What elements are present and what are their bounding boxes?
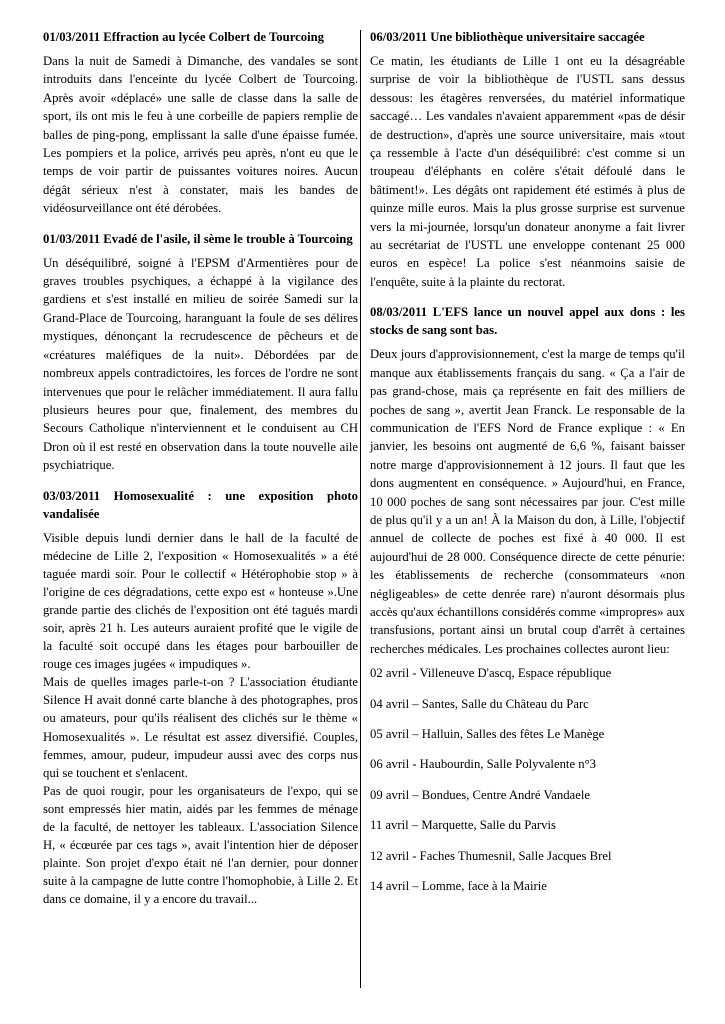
collectes-list bbox=[370, 664, 685, 895]
right-column bbox=[370, 28, 685, 907]
article-body: Un déséquilibré, soigné à l'EPSM d'Armentières pour de graves troubles psychiques, a échappé à la vigilance des gardiens et s'est installé en milieu de soirée Samedi sur la Grand-Place de Tourcoing, haranguant la foule de ses délires mystiques, dénonçant la recrudescence de pêcheurs et de «créatures maléfiques de la nuit». Débordées par de nombreux appels contradictoires, les forces de l'ordre ne sont intervenues que pour le relâcher immédiatement. Il aura fallu plusieurs heures pour que, finalement, des membres du Secours Catholique n'interviennent et le conduisent au CH Dron où il est resté en observation dans la toute nouvelle aile psychiatrique. bbox=[43, 255, 358, 473]
article-title: 08/03/2011 L'EFS lance un nouvel appel aux dons : les stocks de sang sont bas. bbox=[370, 305, 685, 338]
article-body: Dans la nuit de Samedi à Dimanche, des vandales se sont introduits dans l'enceinte du lycée Colbert de Tourcoing. Après avoir «déplacé» une salle de classe dans la salle de sport, ils ont mis le feu à une corbeille de papiers remplie de balles de ping-pong, emplissant la salle d'une épaisse fumée. Les pompiers et la police, arrivés peu après, n'ont eu que le temps de voir partir de puissantes voitures noires. Aucun dégât sérieux n'est à constater, mais les bandes de vidéosurveillance ont été dérobées. bbox=[43, 54, 358, 216]
list-item: 06 avril - Haubourdin, Salle Polyvalente n°3 bbox=[370, 757, 597, 772]
article-body: Visible depuis lundi dernier dans le hall de la faculté de médecine de Lille 2, l'exposition « Homosexualités » a été taguée mardi soir. Pour le collectif « Hétérophobie stop » à l'origine de ces dégradations, cette expo est « honteuse ».Une grande partie des clichés de l'exposition ont été tagués mardi soir, après 21 h. Les auteurs auraient profité que le vigile de la faculté soit occupé dans les étages pour barbouiller de rouge ces images jugées « impudiques ». bbox=[43, 530, 358, 672]
list-item: 11 avril – Marquette, Salle du Parvis bbox=[370, 818, 556, 833]
article-lycee-colbert bbox=[43, 28, 358, 218]
article-body: Deux jours d'approvisionnement, c'est la marge de temps qu'il manque aux établissements français du sang. « Ça a l'air de pas grand-chose, mais ça représente en fait des milliers de poches de sang », avertit Jean Franck. Le responsable de la communication de l'EFS Nord de France explique : « En janvier, les besoins ont augmenté de 6,6 %, faisant baisser notre marge d'approvisionnement à 12 jours. Il faut que les dons augmentent en conséquence. » Aujourd'hui, en France, 10 000 poches de sang sont nécessaires par jour. C'est mille de plus qu'il y a un an! À la Maison du don, à Lille, l'objectif annuel de collecte de poches est fixé à 40 000. Il est aujourd'hui de 28 000. Conséquence directe de cette pénurie: les établissements de recherche (consommateurs «non négligeables» de cette denrée rare) n'auront désormais plus accès qu'aux échantillons considérés comme «impropres» aux transfusions, portant ainsi un brutal coup d'arrêt à certaines recherches médicales. Les prochaines collectes auront lieu: bbox=[370, 347, 685, 656]
list-item: 14 avril – Lomme, face à la Mairie bbox=[370, 878, 547, 893]
article-bibliotheque bbox=[370, 28, 685, 291]
article-body: Mais de quelles images parle-t-on ? L'association étudiante Silence H avait donné carte blanche à des photographes, pros ou amateurs, pour qu'ils réalisent des clichés sur le thème « Homosexualités ». Le résultat est assez diversifié. Couples, femmes, amour, pudeur, impudeur aussi avec des corps nus qui se touchent et s'enlacent. bbox=[43, 675, 358, 780]
article-exposition-photo bbox=[43, 487, 358, 909]
left-column bbox=[43, 28, 358, 909]
article-title: 06/03/2011 Une bibliothèque universitaire saccagée bbox=[370, 30, 645, 44]
list-item: 12 avril - Faches Thumesnil, Salle Jacques Brel bbox=[370, 848, 612, 863]
article-title: 01/03/2011 Evadé de l'asile, il sème le trouble à Tourcoing bbox=[43, 231, 353, 246]
list-item: 09 avril – Bondues, Centre André Vandaele bbox=[370, 787, 590, 802]
list-item: 05 avril – Halluin, Salles des fêtes Le Manège bbox=[370, 726, 605, 741]
article-title: 01/03/2011 Effraction au lycée Colbert de Tourcoing bbox=[43, 30, 324, 44]
article-body: Ce matin, les étudiants de Lille 1 ont eu la désagréable surprise de voir la bibliothèque de l'USTL sans dessus dessous: les étagères renversées, du matériel informatique saccagé… Les vandales n'avaient apparemment «pas de désir de destruction», d'après une source universitaire, mais «tout ça ressemble à l'acte d'un déséquilibré: c'est comme si un troupeau d'éléphants en colère s'était défoulé dans le bâtiment!». Les dégâts ont rapidement été estimés à plus de quinze mille euros. Mais la plus grosse surprise est survenue vers la mi-journée, lorsqu'un donateur anonyme a fait livrer au secrétariat de l'USTL une enveloppe contenant 25 000 euros en espèce! La police s'est néanmoins saisie de l'enquête, suite à la plainte du rectorat. bbox=[370, 54, 685, 289]
column-divider bbox=[360, 30, 361, 988]
list-item: 02 avril - Villeneuve D'ascq, Espace république bbox=[370, 666, 612, 681]
list-item: 04 avril – Santes, Salle du Château du Parc bbox=[370, 696, 589, 711]
article-evade-asile bbox=[43, 230, 358, 475]
article-body: Pas de quoi rougir, pour les organisateurs de l'expo, qui se sont empressés hier matin, aidés par les femmes de ménage de la faculté, de nettoyer les tableaux. L'association Silence H, « écœurée par ces tags », avait l'intention hier de déposer plainte. Son projet d'expo était né l'an dernier, pour donner suite à la campagne de lutte contre l'homophobie, à Lille 2. Et dans ce domaine, il y a encore du travail... bbox=[43, 783, 358, 907]
article-title: 03/03/2011 Homosexualité : une exposition photo vandalisée bbox=[43, 488, 358, 521]
article-efs-dons bbox=[370, 303, 685, 895]
